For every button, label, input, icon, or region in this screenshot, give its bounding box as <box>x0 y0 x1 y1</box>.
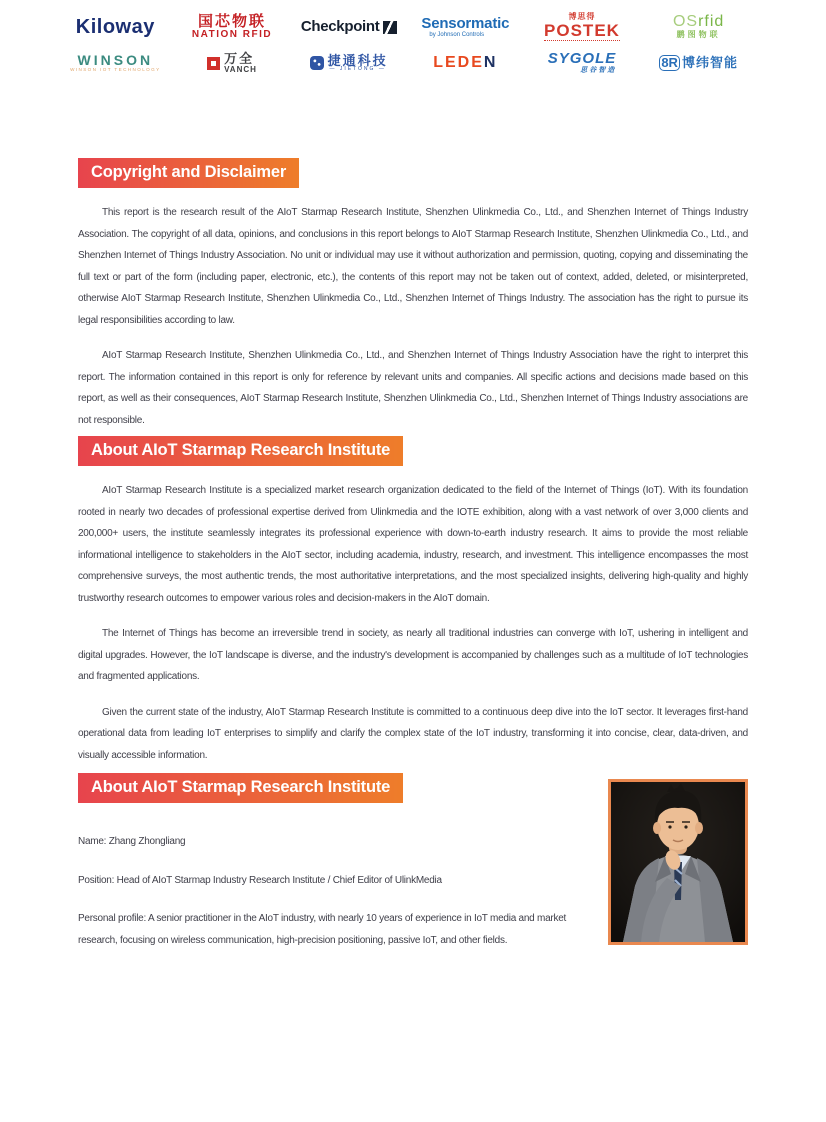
leden-lede-part: LEDE <box>433 53 484 71</box>
osrfid-rfid-part: rfid <box>698 13 725 31</box>
author-profile: Personal profile: A senior practitioner in the AIoT industry, with nearly 10 years of experience in IoT media and market research, focusing on wireless communication, high-precision positioning, passive IoT, and other fields. <box>78 913 567 946</box>
logo-checkpoint <box>301 19 397 35</box>
author-portrait-photo <box>608 779 748 945</box>
nation-rfid-en-wordmark: NATION RFID <box>191 28 273 40</box>
bowei-8r-icon: 8R <box>661 54 678 70</box>
winson-wordmark: WINSON <box>77 52 154 69</box>
logo-winson <box>70 53 161 73</box>
vanch-cn-wordmark: 万全 <box>224 50 255 66</box>
logo-postek <box>544 13 620 40</box>
section-about-institute <box>78 436 748 766</box>
partner-logo-strip <box>57 12 757 78</box>
copyright-section-title: Copyright and Disclaimer <box>78 158 299 188</box>
osrfid-cn-wordmark: 鹏图物联 <box>676 30 721 40</box>
winson-tagline: WINSON IOT TECHNOLOGY <box>70 66 161 72</box>
about-paragraph-1: AIoT Starmap Research Institute is a specialized market research organization dedicated to the field of the Internet of Things (IoT). With its foundation rooted in nearly two decades of professional expertise derived from Ulinkmedia and the IOTE exhibition, along with a vast network of over 3,000 clients and 200,000+ users, the institute seamlessly integrates its professional experience with down-to-earth industry research. It aims to provide the most reliable informational intelligence to stakeholders in the AIoT sector, including academia, industry, research, and investment. This intelligence encompasses the most comprehensive surveys, the most authentic trends, the most authoritative interpretations, and the most specialized insights, delivering high-quality and highly trustworthy research outcomes to empower various roles and decision-makers in the AIoT domain. <box>78 485 748 604</box>
about-paragraph-3: Given the current state of the industry, AIoT Starmap Research Institute is committed to a continuous deep dive into the IoT sector. It leverages first-hand operational data from leading IoT enterprises to simplify and clarify the complex state of the IoT industry, transforming it into concise, clear, data-driven, and visually accessible information. <box>78 706 748 761</box>
about-section-title: About AIoT Starmap Research Institute <box>78 436 403 466</box>
logo-bowei <box>659 55 738 71</box>
portrait-illustration <box>611 782 745 942</box>
jietong-cn-wordmark: 捷通科技 <box>327 52 388 68</box>
leden-n-part: N <box>483 53 498 71</box>
logo-osrfid <box>673 14 724 39</box>
author-position: Position: Head of AIoT Starmap Industry Research Institute / Chief Editor of UlinkMedia <box>78 874 442 886</box>
jietong-en-wordmark: — JIETONG — <box>329 66 386 73</box>
logo-jietong <box>310 54 388 73</box>
section-copyright-disclaimer <box>78 158 748 431</box>
logo-kiloway <box>76 17 155 38</box>
checkpoint-wordmark: Checkpoint <box>300 18 380 36</box>
leden-wordmark <box>433 55 497 72</box>
jietong-circle-icon <box>310 56 324 70</box>
osrfid-wordmark <box>673 14 724 31</box>
copyright-paragraph-2: AIoT Starmap Research Institute, Shenzhen Ulinkmedia Co., Ltd., and Shenzhen Internet of Things Industry Association have the right to interpret this report. The information contained in this report is only for reference by relevant units and companies. All specific actions and decisions made based on this report, as well as their consequences, AIoT Starmap Research Institute, Shenzhen Ulinkmedia Co., Ltd., Shenzhen Internet of Things Industry associations are not responsible. <box>78 350 748 426</box>
sygole-wordmark: SYGOLE <box>547 50 617 68</box>
nation-rfid-cn-wordmark: 国芯物联 <box>197 12 266 30</box>
logo-sygole <box>548 51 617 74</box>
postek-wordmark: POSTEK <box>544 20 620 40</box>
author-name: Name: Zhang Zhongliang <box>78 836 186 847</box>
checkpoint-flag-icon <box>383 21 397 34</box>
sensormatic-tagline: by Johnson Controls <box>429 31 485 38</box>
sygole-cn-wordmark: 思谷智造 <box>580 67 617 75</box>
logo-vanch <box>207 52 257 74</box>
sensormatic-wordmark: Sensormatic <box>421 14 510 32</box>
vanch-bracket-icon <box>207 57 220 70</box>
about-paragraph-2: The Internet of Things has become an irreversible trend in society, as nearly all traditional industries can converge with IoT, ushering in intelligent and digital upgrades. However, the IoT landscape is diverse, and the industry's development is accompanied by challenges such as a multitude of IoT technologies and fragmented applications. <box>78 628 748 682</box>
author-section-title: About AIoT Starmap Research Institute <box>78 773 403 803</box>
copyright-paragraph-1: This report is the research result of the AIoT Starmap Research Institute, Shenzhen Ulinkmedia Co., Ltd., and Shenzhen Internet of Things Industry Association. The copyright of all data, opinions, and conclusions in this report belongs to AIoT Starmap Research Institute, Shenzhen Ulinkmedia Co., Ltd., and Shenzhen Internet of Things Industry Association. No unit or individual may use it without authorization and permission, quoting, copying and disseminating the full text or part of the form (including paper, electronic, etc.), the contents of this report may not be taken out of context, added, deleted, or misinterpreted, otherwise AIoT Starmap Research Institute, Shenzhen Ulinkmedia Co., Ltd., Shenzhen Internet of Things Industry. The association has the right to pursue its legal responsibilities according to law. <box>78 207 748 326</box>
postek-cn-wordmark: 博思得 <box>568 12 596 22</box>
logo-nation-rfid <box>192 14 272 40</box>
vanch-en-wordmark: VANCH <box>224 64 257 74</box>
logo-leden <box>433 55 497 72</box>
osrfid-os-part: OS <box>672 13 699 31</box>
logo-sensormatic <box>421 16 509 38</box>
kiloway-wordmark: Kiloway <box>75 15 155 38</box>
bowei-cn-wordmark: 博纬智能 <box>681 55 738 71</box>
